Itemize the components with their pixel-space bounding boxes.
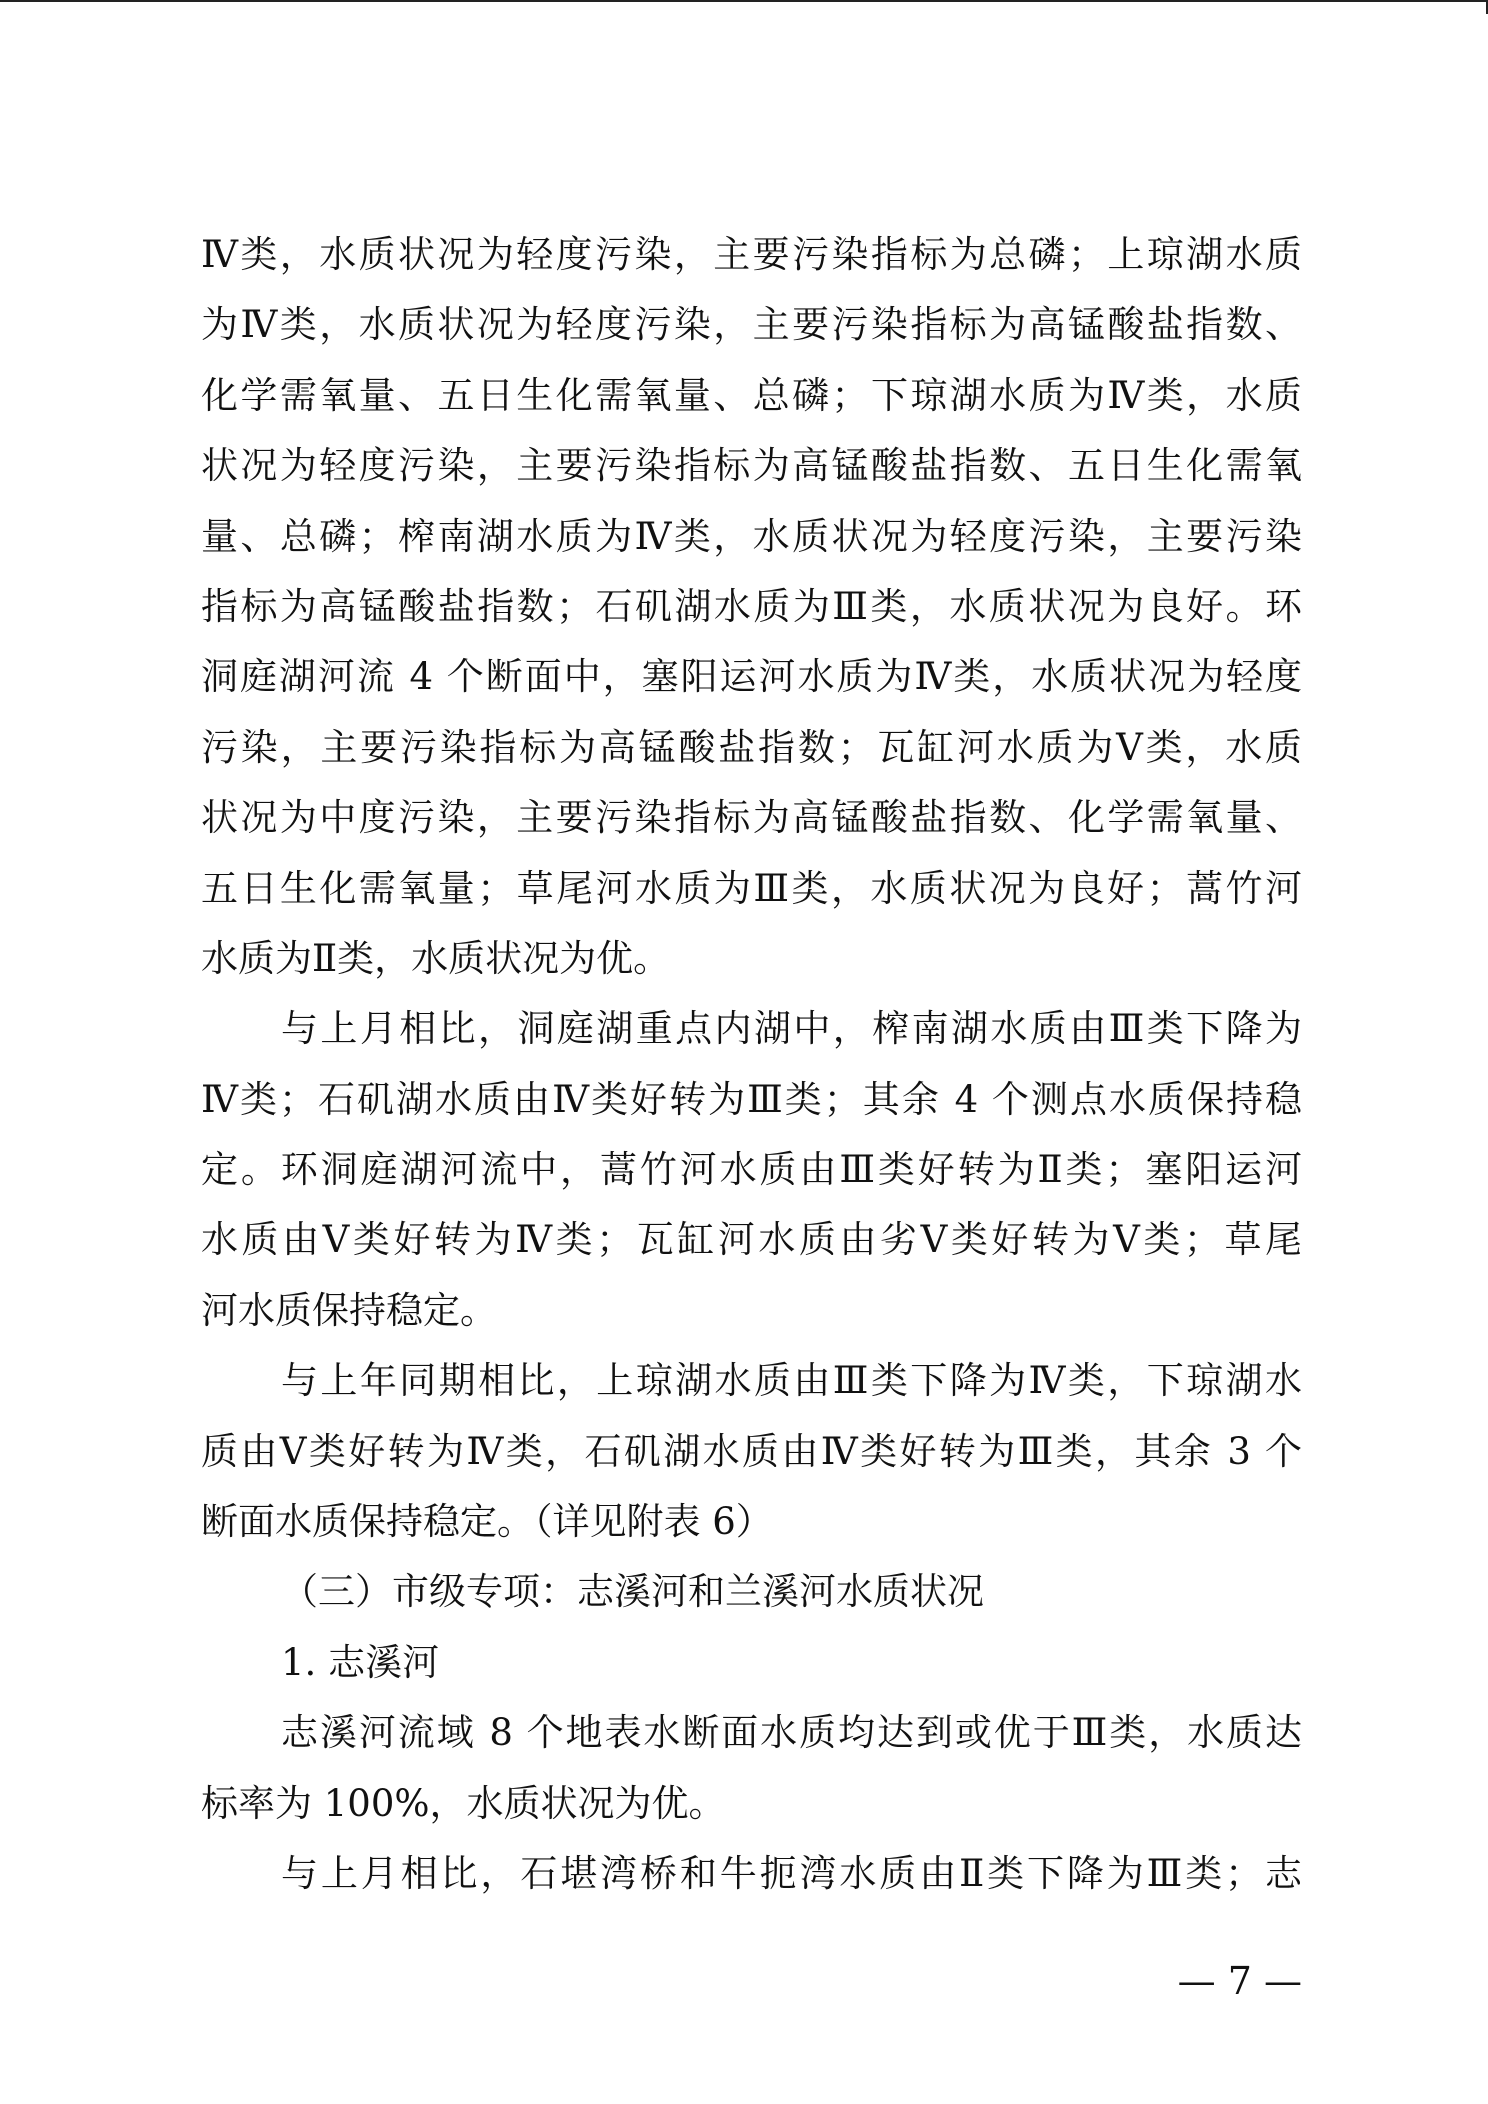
text-line: 与上月相比，洞庭湖重点内湖中，榨南湖水质由Ⅲ类下降为 [281,1007,1302,1051]
text-line: Ⅳ类，水质状况为轻度污染，主要污染指标为总磷；上琼湖水质 [201,233,1302,276]
document-body [201,220,1302,1909]
text-line: 水质由Ⅴ类好转为Ⅳ类；瓦缸河水质由劣Ⅴ类好转为Ⅴ类；草尾 [201,1218,1302,1262]
paragraph [201,1346,1302,1557]
page-top-border [0,0,1488,2]
page-number: — 7 — [1177,1959,1302,2003]
text-line: Ⅳ类；石矶湖水质由Ⅳ类好转为Ⅲ类；其余 4 个测点水质保持稳 [201,1077,1302,1121]
text-line: 洞庭湖河流 4 个断面中，塞阳运河水质为Ⅳ类，水质状况为轻度 [201,655,1302,699]
text-line: 量、总磷；榨南湖水质为Ⅳ类，水质状况为轻度污染，主要污染 [201,514,1302,558]
text-line: 与上年同期相比，上琼湖水质由Ⅲ类下降为Ⅳ类，下琼湖水 [281,1359,1302,1403]
paragraph [201,994,1302,1346]
text-line: 五日生化需氧量；草尾河水质为Ⅲ类，水质状况为良好；蒿竹河 [201,866,1302,910]
text-line: 状况为轻度污染，主要污染指标为高锰酸盐指数、五日生化需氧 [201,444,1302,488]
text-line: 为Ⅳ类，水质状况为轻度污染，主要污染指标为高锰酸盐指数、 [201,303,1302,347]
text-line: 指标为高锰酸盐指数；石矶湖水质为Ⅲ类，水质状况为良好。环 [201,584,1302,628]
text-line: 断面水质保持稳定。（详见附表 6） [201,1500,773,1544]
text-line: 化学需氧量、五日生化需氧量、总磷；下琼湖水质为Ⅳ类，水质 [201,373,1302,417]
text-line: 质由Ⅴ类好转为Ⅳ类，石矶湖水质由Ⅳ类好转为Ⅲ类，其余 3 个 [201,1429,1302,1473]
section-heading [201,1557,1302,1627]
text-line: 河水质保持稳定。 [201,1288,497,1332]
text-line: 标率为 100%，水质状况为优。 [201,1781,726,1825]
text-line: 与上月相比，石堪湾桥和牛扼湾水质由Ⅱ类下降为Ⅲ类；志 [281,1851,1302,1895]
text-line: 1. 志溪河 [281,1640,440,1684]
text-line: 定。环洞庭湖河流中，蒿竹河水质由Ⅲ类好转为Ⅱ类；塞阳运河 [201,1148,1302,1192]
paragraph [201,1839,1302,1909]
paragraph [201,1698,1302,1839]
text-line: 污染，主要污染指标为高锰酸盐指数；瓦缸河水质为Ⅴ类，水质 [201,725,1302,769]
text-line: 水质为Ⅱ类，水质状况为优。 [201,936,671,980]
text-line: 志溪河流域 8 个地表水断面水质均达到或优于Ⅲ类，水质达 [281,1711,1302,1755]
text-line: 状况为中度污染，主要污染指标为高锰酸盐指数、化学需氧量、 [201,796,1302,840]
section-heading [201,1628,1302,1698]
paragraph [201,220,1302,994]
text-line: （三）市级专项：志溪河和兰溪河水质状况 [281,1570,984,1614]
